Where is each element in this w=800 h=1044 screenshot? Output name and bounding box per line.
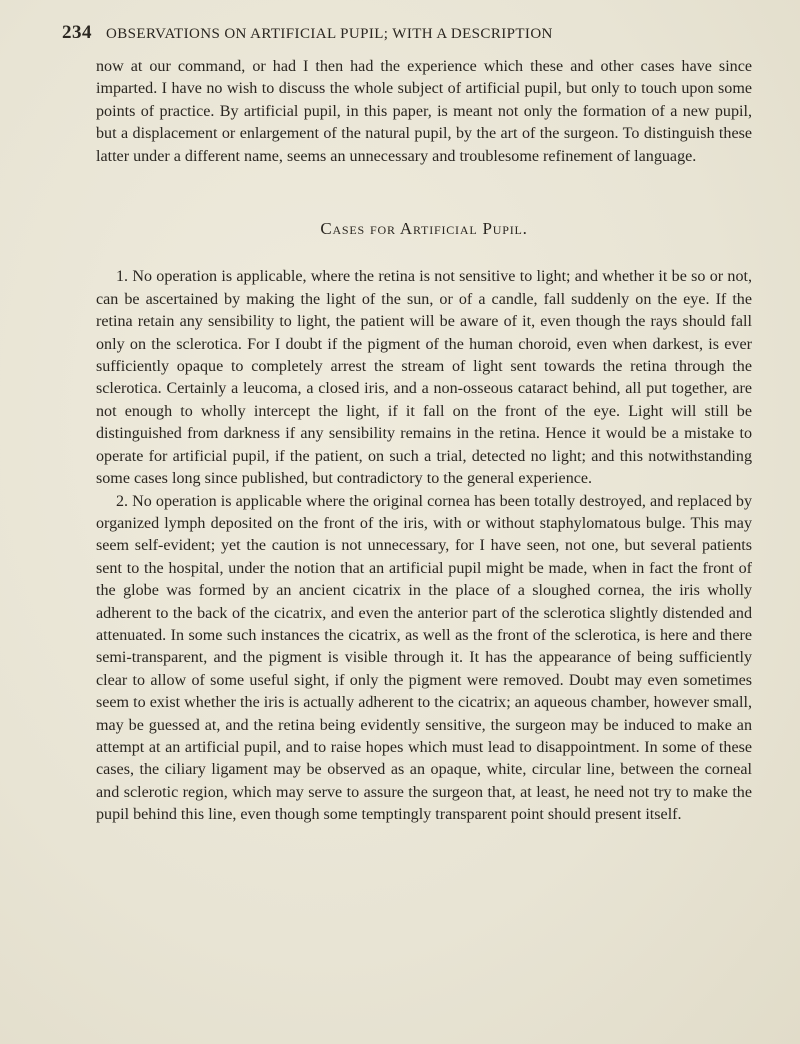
section-heading: Cases for Artificial Pupil. <box>320 219 528 239</box>
paragraph-2: 2. No operation is applicable where the original cornea has been totally destroyed, and replaced by organized lymph deposited on the front of the iris, with or without staphylomatous bulge. This may seem self-evident; yet the caution is not unnecessary, for I have seen, not one, but several patients sent to the hospital, under the notion that an artificial pupil might be made, when in fact the front of the globe was formed by an ancient cicatrix in the place of a sloughed cornea, the iris wholly adherent to the back of the cicatrix, and even the anterior part of the sclerotica slightly distended and attenuated. In some such instances the cicatrix, as well as the front of the sclerotica, is here and there semi-transparent, and the pigment is visible through it. It has the appearance of being sufficiently clear to allow of some useful sight, if only the pigment were removed. Doubt may even sometimes seem to exist whether the iris is actually adherent to the cicatrix; an aqueous chamber, however small, may be guessed at, and the retina being evidently sensitive, the surgeon may be induced to make an attempt at an artificial pupil, and to raise hopes which must lead to disappointment. In some of these cases, the ciliary ligament may be observed as an opaque, white, circular line, between the corneal and sclerotic region, which may serve to assure the surgeon that, at least, he need not try to make the pupil behind this line, even though some temptingly transparent point should present itself. <box>96 492 752 824</box>
paragraph-1: 1. No operation is applicable, where the retina is not sensitive to light; and whether it be so or not, can be ascertained by making the light of the sun, or of a candle, fall suddenly on the eye. If the retina retain any sensibility to light, the patient will be aware of it, even though the rays should fall only on the sclerotica. For I doubt if the pigment of the human choroid, even when darkest, is ever sufficiently opaque to completely arrest the stream of light sent towards the retina through the sclerotica. Certainly a leucoma, a closed iris, and a non-osseous cataract behind, all put together, are not enough to wholly intercept the light, if it fall on the front of the eye. Light will still be distinguished from darkness if any sensibility remains in the retina. Hence it would be a mistake to operate for artificial pupil, if the patient, on such a trial, detected no light; and this notwithstanding some cases long since published, but contradictory to the general experience. <box>96 268 752 488</box>
opening-paragraph: now at our command, or had I then had the experience which these and other cases have since imparted. I have no wish to discuss the whole subject of artificial pupil, but only to touch upon some points of practice. By artificial pupil, in this paper, is meant not only the formation of a new pupil, but a displacement or enlargement of the natural pupil, by the art of the surgeon. To distinguish these latter under a different name, seems an unnecessary and troublesome refinement of language. <box>96 58 752 165</box>
page-number: 234 <box>62 22 92 43</box>
page-body <box>96 56 752 827</box>
running-head <box>62 22 752 48</box>
running-title: OBSERVATIONS ON ARTIFICIAL PUPIL; WITH A DESCRIPTION <box>106 26 553 42</box>
